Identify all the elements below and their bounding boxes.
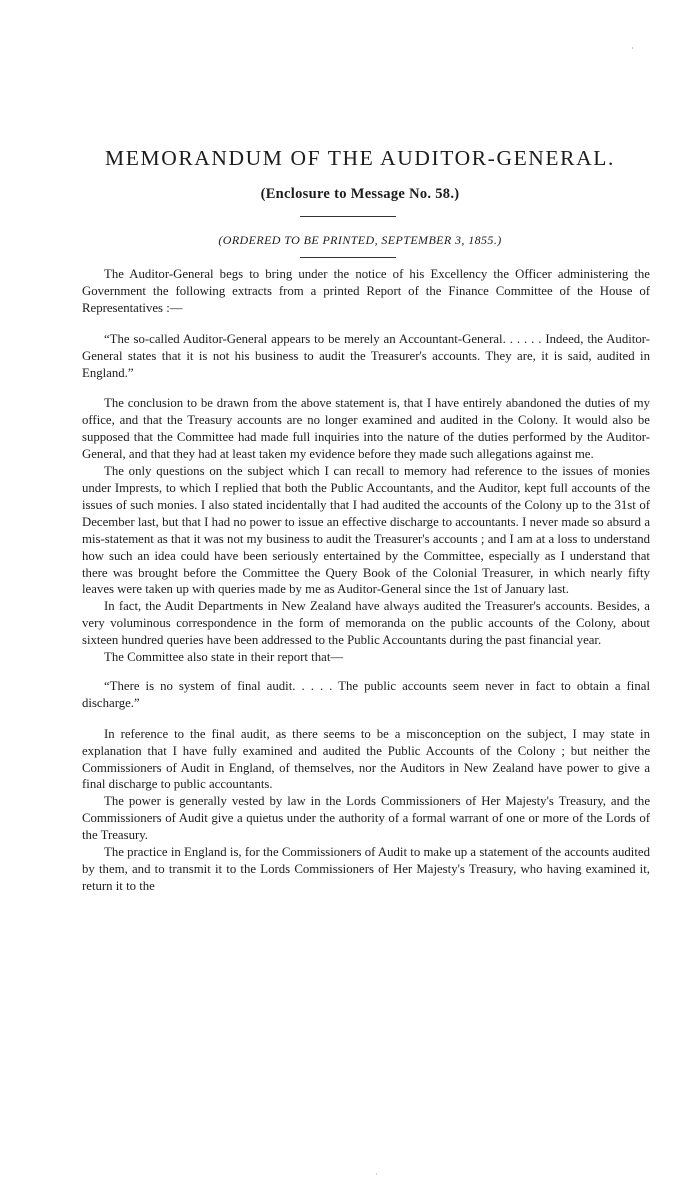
paragraph-questions: The only questions on the subject which I can recall to memory had reference to the issues of monies under Imprests, to which I replied that both the Public Accountants, and the Auditor, kept full accounts of the issues of such monies. I also stated incidentally that I had audited the accounts of the Colony up to the 31st of December last, but that I had no power to issue an effective discharge to accountants. I never made so absurd a mis-statement as that it was not my business to audit the Treasurer's accounts ; and I am at a loss to understand how such an idea could have been seriously entertained by the Committee, especially as I understand that there was brought before the Committee the Query Book of the Colonial Treasurer, in which nearly fifty leaves were taken up with queries made by me as Auditor-General since the 1st of January last. [82, 464, 650, 597]
divider-rule [300, 216, 396, 217]
quotation-final-audit: “There is no system of final audit. . . . . The public accounts seem never in fact to obtain a final discharge.” [82, 678, 650, 710]
ordered-to-print-line: (ORDERED TO BE PRINTED, SEPTEMBER 3, 1855.) [218, 233, 502, 247]
paragraph-intro: The Auditor-General begs to bring under the notice of his Excellency the Officer administering the Government the following extracts from a printed Report of the Finance Committee of the House of Representatives :— [82, 267, 650, 315]
enclosure-subtitle: (Enclosure to Message No. 58.) [260, 186, 460, 202]
paragraph-practice-england: The practice in England is, for the Commissioners of Audit to make up a statement of the accounts audited by them, and to transmit it to the Lords Commissioners of Her Majesty's Treasury, who having examined it, return it to the [82, 845, 650, 893]
paragraph-conclusion: The conclusion to be drawn from the above statement is, that I have entirely abandoned the duties of my office, and that the Treasury accounts are no longer examined and audited in the Colony. It would also be supposed that the Committee had made full inquiries into the nature of the duties performed by the Auditor-General, and that they had at least taken my evidence before they made such allegations against me. [82, 396, 650, 462]
page-speck: · [375, 1170, 378, 1179]
divider-rule [300, 257, 396, 258]
memorandum-body [82, 266, 650, 895]
page-speck: · [631, 44, 634, 53]
memorandum-title: MEMORANDUM OF THE AUDITOR-GENERAL. [105, 146, 615, 170]
quotation-committee-report: “The so-called Auditor-General appears to be merely an Accountant-General. . . . . . Indeed, the Auditor-General states that it is not his business to audit the Treasurer's accounts. They are, it is said, audited in England.” [82, 331, 650, 380]
paragraph-final-audit: In reference to the final audit, as there seems to be a misconception on the subject, I may state in explanation that I have fully examined and audited the Public Accounts of the Colony ; but neither the Commissioners of Audit in England, of themselves, nor the Auditors in New Zealand have power to give a final discharge to public accountants. [82, 726, 650, 792]
paragraph-power-vested: The power is generally vested by law in the Lords Commissioners of Her Majesty's Treasury, and the Commissioners of Audit give a quietus under the authority of a formal warrant of one or more of the Lords of the Treasury. [82, 794, 650, 843]
paragraph-committee-state: The Committee also state in their report that— [104, 650, 344, 665]
paragraph-audit-departments: In fact, the Audit Departments in New Zealand have always audited the Treasurer's accounts. Besides, a very voluminous correspondence in the form of memoranda on the public accounts of the Colony, about sixteen hundred queries have been addressed to the Public Accountants during the past financial year. [82, 599, 650, 648]
